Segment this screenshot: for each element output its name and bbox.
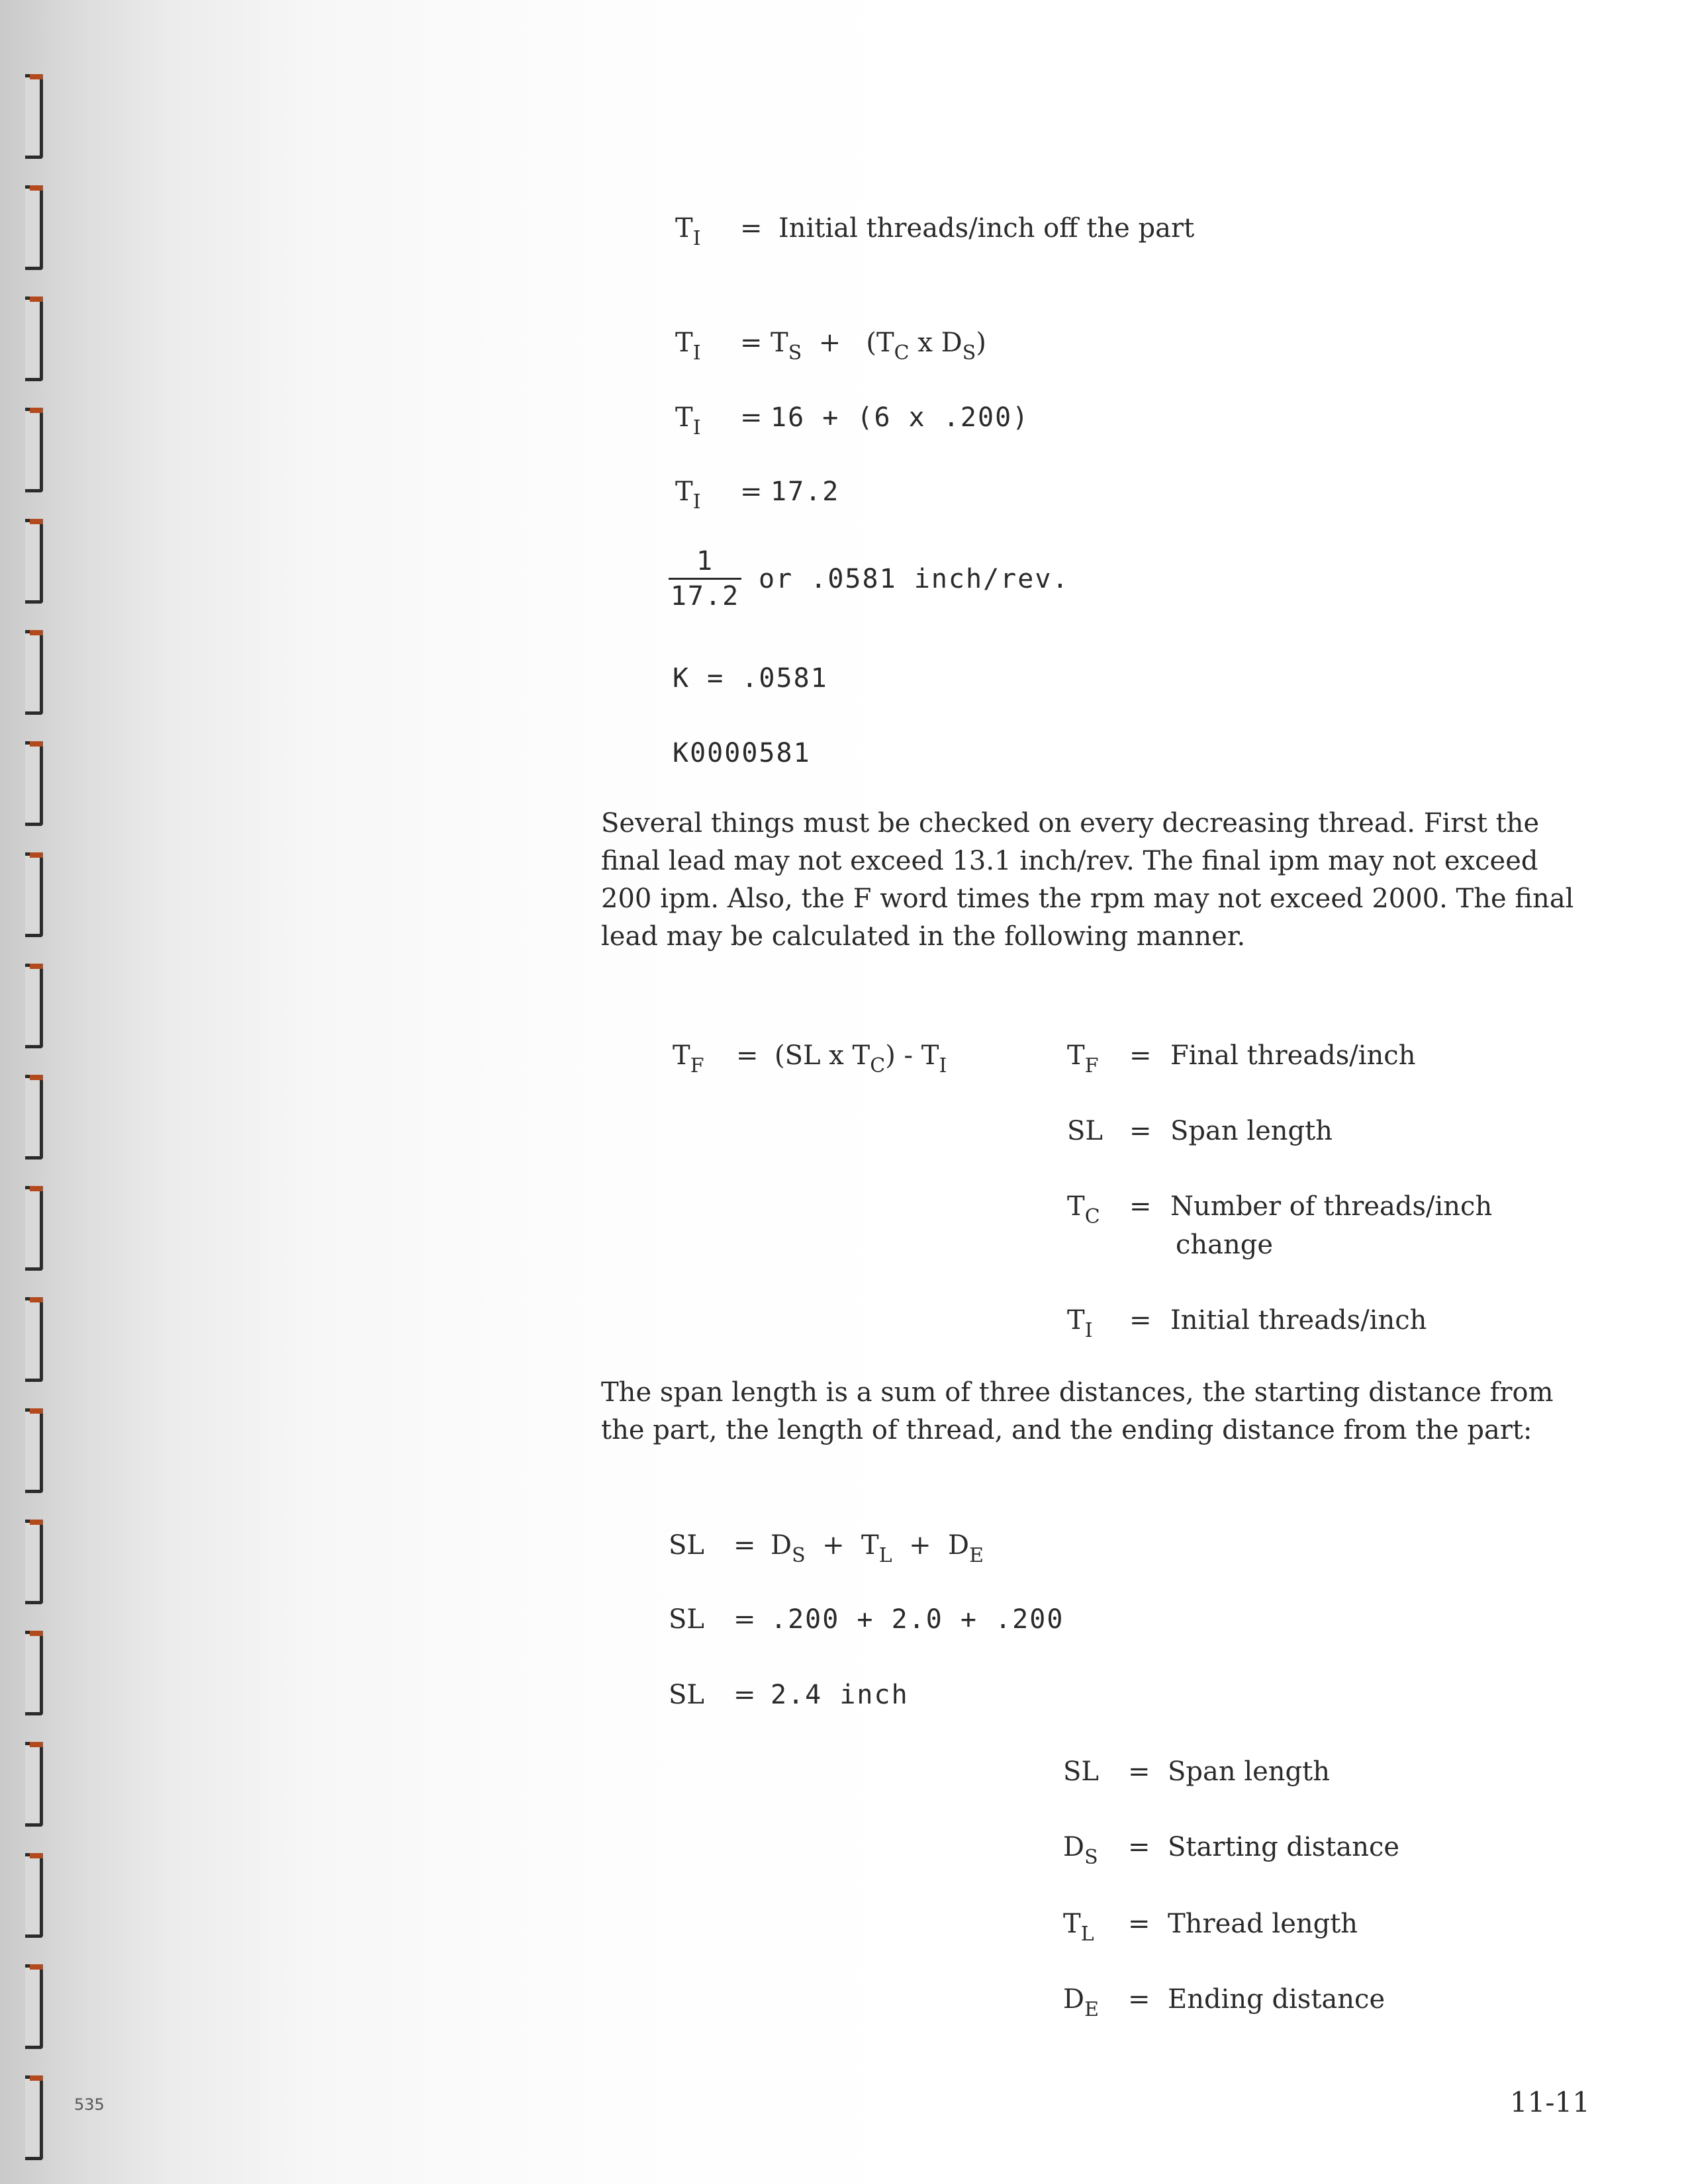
margin-number: 535 [74, 2095, 105, 2114]
binding-ring [25, 1408, 43, 1493]
symbol-ti: $T_I$ [675, 477, 701, 514]
definition-text: Number of threads/inch [1170, 1191, 1493, 1222]
definition-symbol: $T_L$ [1063, 1909, 1094, 1946]
formula-sl: $D_S + T_L + D_E$ [771, 1530, 984, 1567]
definition-text: Starting distance [1168, 1832, 1400, 1862]
definition-text: Span length [1170, 1116, 1333, 1146]
definition-text: Final threads/inch [1170, 1040, 1416, 1071]
binding-ring [25, 1853, 43, 1938]
binding-ring [25, 1186, 43, 1271]
definition-symbol: $T_I$ [1067, 1305, 1093, 1342]
definition-text-cont: change [1176, 1230, 1274, 1260]
k-value: K = .0581 [673, 663, 828, 694]
binding-ring [25, 2075, 43, 2160]
formula-ti: $T_S$ + ($T_C$ x $D_S$) [771, 328, 986, 365]
binding-ring [25, 1742, 43, 1827]
definition-symbol: SL [1067, 1116, 1103, 1146]
formula-tf: (SL x $T_C) - T_I$ [774, 1040, 947, 1077]
equals-sign: = [740, 402, 763, 433]
symbol-ti: $T_I$ [675, 328, 701, 365]
ti-result: 17.2 [771, 477, 840, 507]
definition-symbol: $D_E$ [1063, 1984, 1099, 2021]
paragraph-span-length: The span length is a sum of three distances, the starting distance from the part, the length of thread, and the ending distance from the part: [601, 1377, 1554, 1445]
paragraph-decreasing-thread: Several things must be checked on every decreasing thread. First the final lead may not exceed 13.1 inch/rev. The final ipm may not exceed 200 ipm. Also, the F word times the rpm may not exceed 2000. The final lead may be calculated in the following manner. [601, 808, 1574, 952]
equals-sign: = [733, 1604, 756, 1635]
binding-ring [25, 1520, 43, 1604]
definition-text: Initial threads/inch [1170, 1305, 1427, 1336]
sl-substitution: .200 + 2.0 + .200 [771, 1604, 1064, 1635]
equals-sign: = [736, 1040, 759, 1071]
sl-result: 2.4 inch [771, 1680, 909, 1710]
lead-result: or .0581 inch/rev. [759, 564, 1070, 594]
definition-symbol: $T_C$ [1067, 1191, 1100, 1228]
binding-ring [25, 964, 43, 1048]
equals-sign: = [740, 213, 763, 244]
equals-sign: = [740, 328, 763, 358]
binding-ring [25, 1297, 43, 1382]
symbol-ti: $T_I$ [675, 402, 701, 439]
binding-ring [25, 630, 43, 715]
equals-sign: = [1128, 1984, 1150, 2015]
spiral-binding [0, 0, 73, 2184]
equals-sign: = [1128, 1832, 1150, 1862]
binding-ring [25, 74, 43, 159]
equals-sign: = [1129, 1305, 1152, 1336]
equals-sign: = [1129, 1040, 1152, 1071]
ti-definition: Initial threads/inch off the part [778, 213, 1195, 244]
binding-ring [25, 296, 43, 381]
equals-sign: = [1129, 1191, 1152, 1222]
binding-ring [25, 852, 43, 937]
equals-sign: = [1128, 1756, 1150, 1787]
equals-sign: = [733, 1680, 756, 1710]
page-number: 11-11 [1509, 2086, 1590, 2118]
equals-sign: = [740, 477, 763, 507]
binding-ring [25, 741, 43, 826]
equals-sign: = [1128, 1909, 1150, 1939]
binding-ring [25, 185, 43, 270]
definition-symbol: $T_F$ [1067, 1040, 1099, 1077]
equals-sign: = [1129, 1116, 1152, 1146]
equals-sign: = [733, 1530, 756, 1561]
binding-ring [25, 1075, 43, 1160]
symbol-ti: $T_I$ [675, 213, 701, 250]
symbol-sl: SL [669, 1680, 704, 1710]
definition-text: Ending distance [1168, 1984, 1385, 2015]
binding-ring [25, 408, 43, 492]
symbol-sl: SL [669, 1604, 704, 1635]
definition-symbol: SL [1063, 1756, 1099, 1787]
definition-text: Thread length [1168, 1909, 1358, 1939]
definition-text: Span length [1168, 1756, 1330, 1787]
binding-ring [25, 519, 43, 604]
fraction-1-over-17-2: $\frac{1}{17.2}$ [669, 546, 741, 612]
symbol-sl: SL [669, 1530, 704, 1561]
definition-symbol: $D_S$ [1063, 1832, 1098, 1869]
ti-substitution: 16 + (6 x .200) [771, 402, 1030, 433]
k-code: K0000581 [673, 738, 811, 768]
binding-ring [25, 1964, 43, 2049]
symbol-tf: $T_F$ [673, 1040, 704, 1077]
binding-ring [25, 1631, 43, 1715]
